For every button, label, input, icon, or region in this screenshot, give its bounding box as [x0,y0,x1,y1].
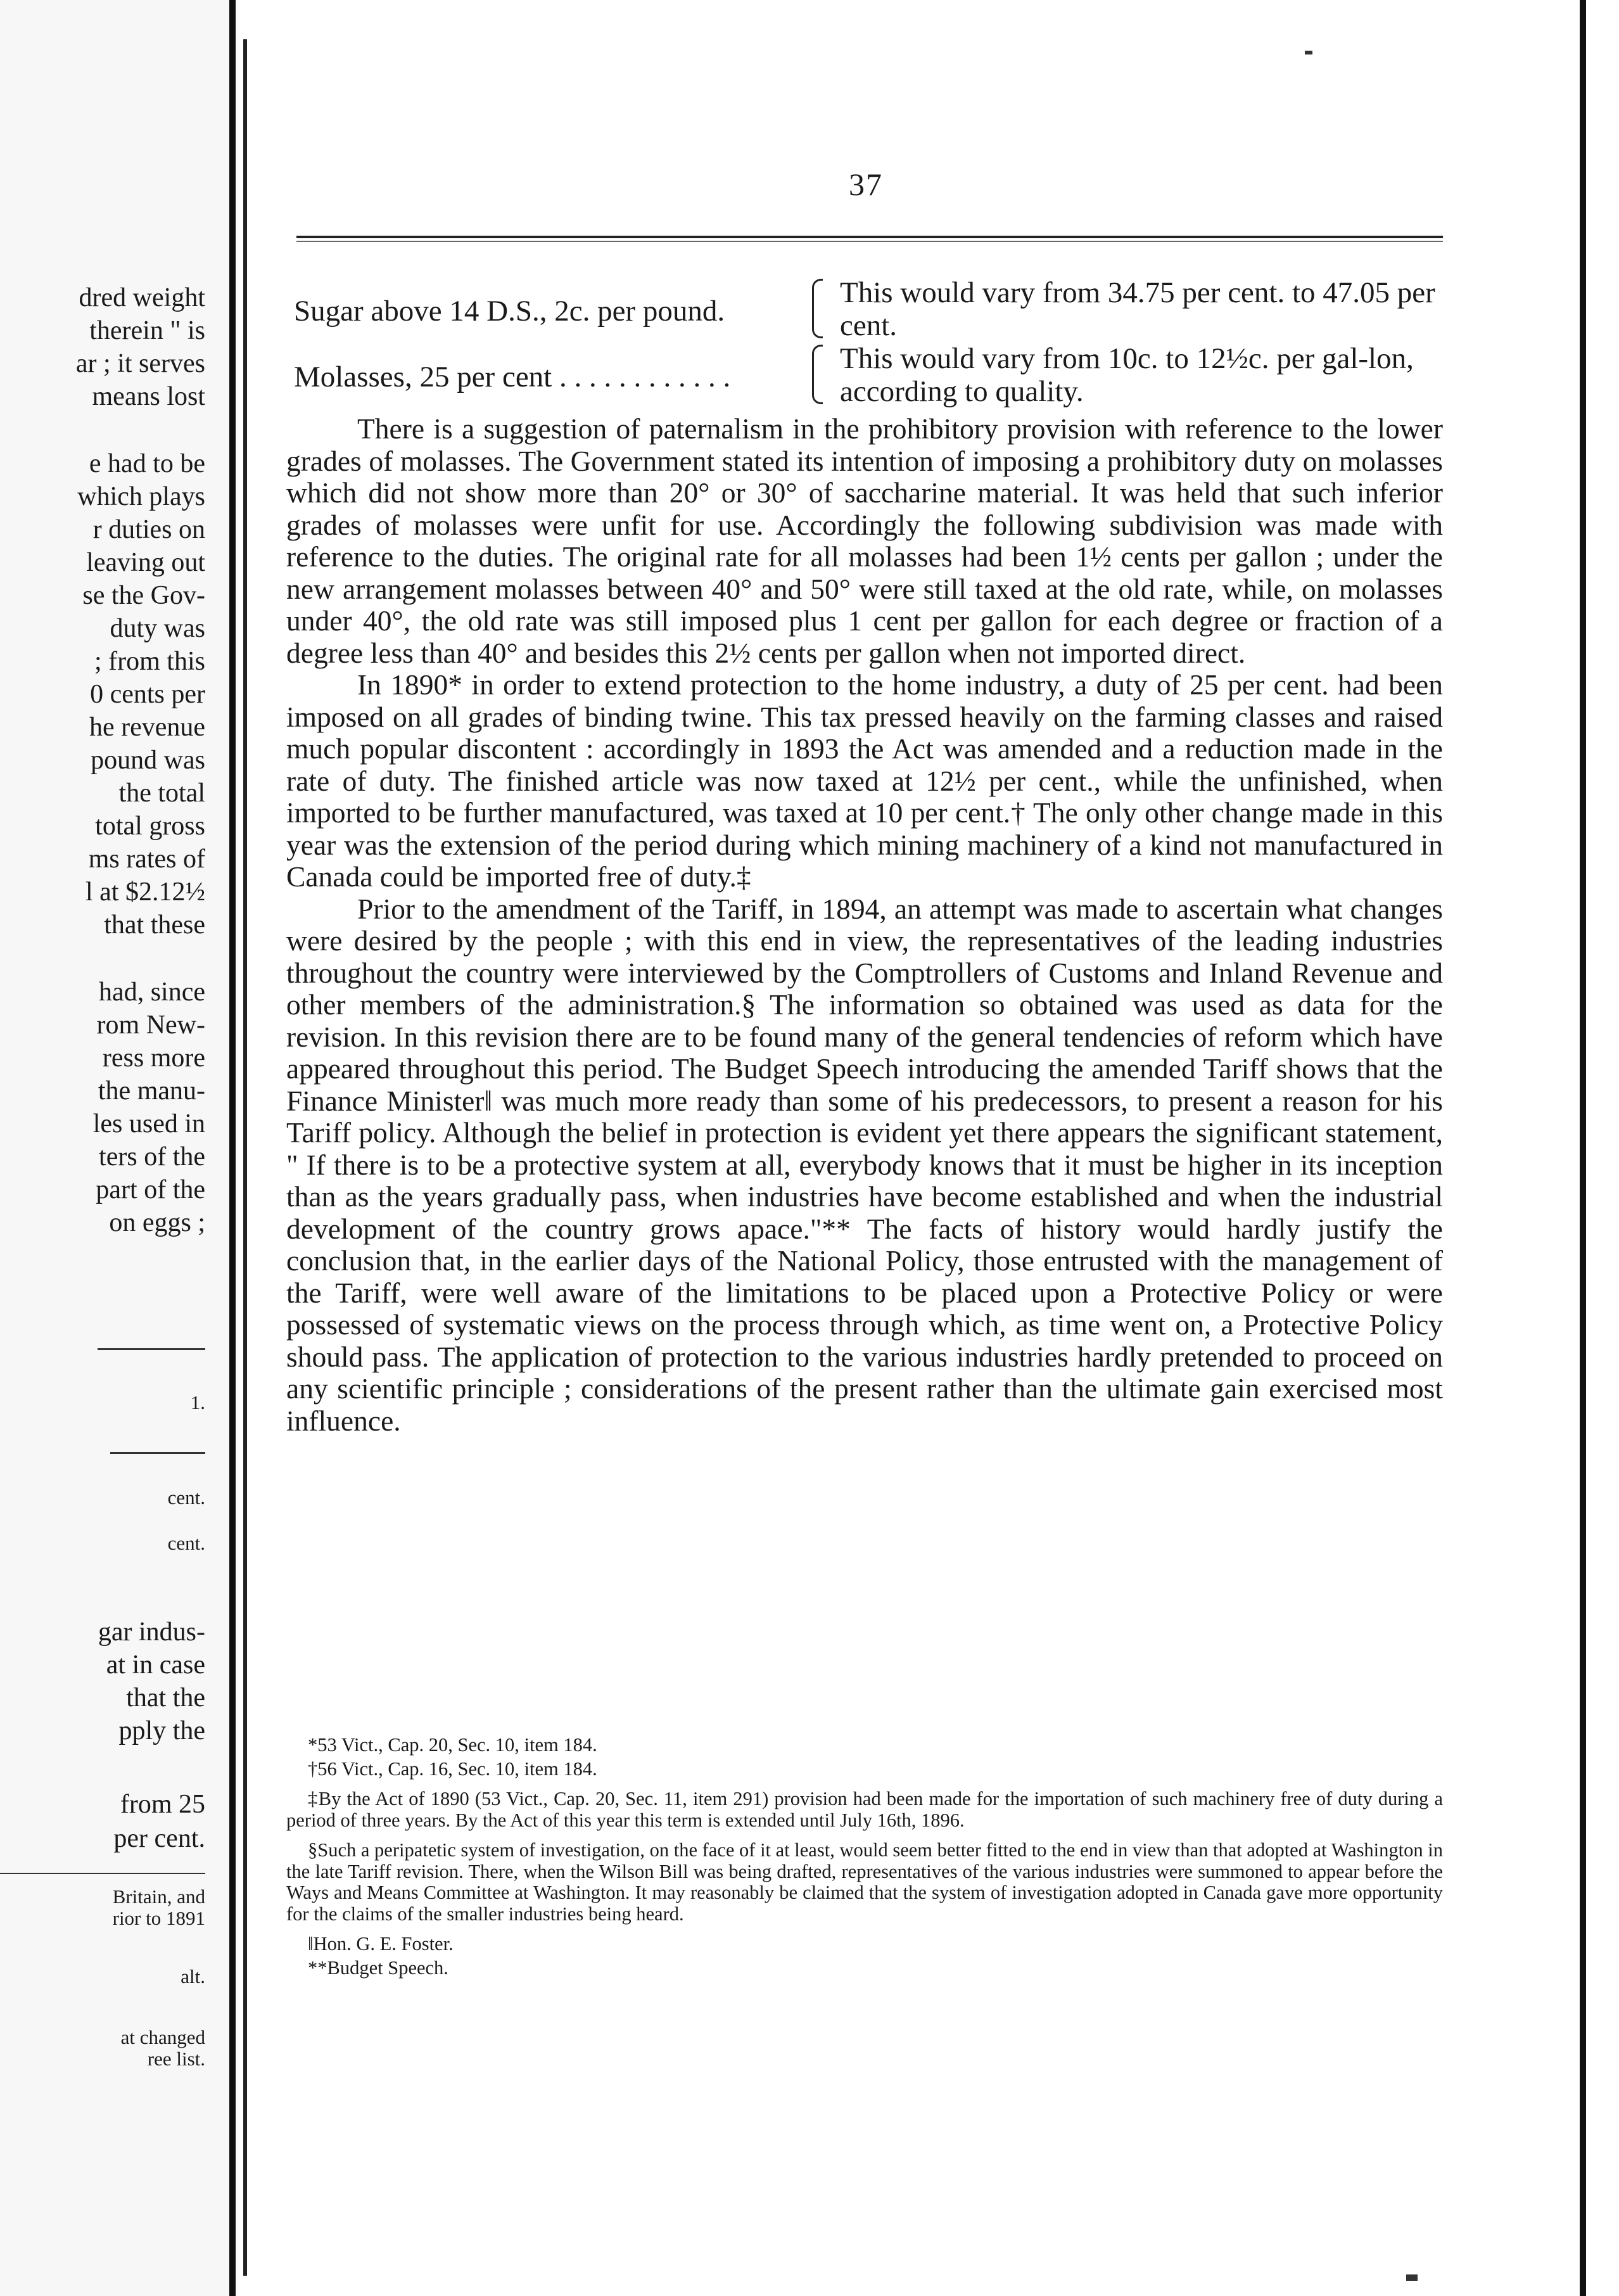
footnote: **Budget Speech. [308,1956,448,1979]
adjacent-line: 1. [190,1391,205,1413]
paragraph-tariff-amendment: Prior to the amendment of the Tariff, in 1894, an attempt was made to ascertain what changes were desired by the people ; with this end in view, the representatives of the leading industries throughout the country were interviewed by the Comptrollers of Customs and Inland Revenue and other members of the administration.§ The information so obtained was used as data for the revision. In this revision there are to be found many of the general tendencies of reform which have appeared throughout this period. The Budget Speech introducing the amended Tariff shows that the Finance Minister‖ was much more ready than some of his predecessors, to present a reason for his Tariff policy. Although the belief in protection is evident yet there appears the significant statement, " If there is to be a protective system at all, everybody knows that it must be higher in its inception than as the years gradually pass, when industries have become established and when the industrial development of the country grows apace."** The facts of history would hardly justify the conclusion that, in the earlier days of the National Policy, those entrusted with the management of the Tariff, were well aware of the limitations to be placed upon a Protective Policy or were possessed of systematic views on the process through which, as time went on, a Protective Policy should pass. The application of protection to the various industries hardly pretended to proceed on any scientific principle ; considerations of the present rather than the ultimate gain exercised most influence. [286,892,1443,1437]
page-border-right [1580,0,1586,2296]
adjacent-line: leaving out [86,548,205,577]
footnote: †56 Vict., Cap. 16, Sec. 10, item 184. [308,1757,597,1780]
book-page [279,0,1444,2296]
adjacent-line: dred weight [79,283,205,312]
adjacent-line: pound was [91,746,205,775]
footnote: *53 Vict., Cap. 20, Sec. 10, item 184. [308,1734,597,1756]
adjacent-rule [110,1452,205,1454]
paragraph-binding-twine: In 1890* in order to extend protection to the home industry, a duty of 25 per cent. had been imposed on all grades of binding twine. This tax pressed heavily on the farming classes and raised much popular discontent : accordingly in 1893 the Act was amended and a reduction made in the rate of duty. The finished article was now taxed at 12½ per cent., while the unfinished, when imported to be further manufactured, was taxed at 10 per cent.† The only other change made in this year was the extension of the period during which mining machinery of a kind not manufactured in Canada could be imported free of duty.‡ [286,668,1443,893]
adjacent-line: that these [104,910,205,940]
adjacent-line: he revenue [89,713,205,742]
adjacent-line: that the [126,1683,205,1712]
adjacent-line: pply the [118,1716,205,1745]
adjacent-line: se the Gov- [82,581,205,610]
adjacent-line: ar ; it serves [75,349,205,378]
footnotes [286,1735,1443,1987]
adjacent-line: per cent. [113,1824,205,1853]
adjacent-line: the manu- [98,1076,205,1106]
adjacent-line: means lost [92,382,205,411]
adjacent-line: les used in [92,1109,205,1138]
main-text [286,413,1443,1437]
tariff-item-molasses [294,342,1447,408]
header-rule [296,236,1443,238]
adjacent-line: ; from this [94,647,205,676]
adjacent-line: cent. [167,1486,205,1508]
adjacent-line: the total [118,779,205,808]
adjacent-line: alt. [181,1965,205,1987]
adjacent-line: therein " is [89,316,205,345]
tariff-item-label: Sugar above 14 D.S., 2c. per pound. [294,295,725,328]
tariff-item-note: This would vary from 34.75 per cent. to 47.05 per cent. [840,276,1435,342]
adjacent-line: ms rates of [88,845,205,874]
adjacent-line: cent. [167,1532,205,1554]
adjacent-line: had, since [99,978,205,1007]
page-number: 37 [849,167,883,202]
footnote: ‖Hon. G. E. Foster. [308,1933,454,1955]
adjacent-line: at in case [106,1650,205,1680]
page-gutter-edge [229,0,236,2296]
paragraph-molasses: There is a suggestion of paternalism in the prohibitory provision with reference to the lower grades of molasses. The Government stated its intention of imposing a prohibitory duty on molasses which did not show more than 20° or 30° of saccharine material. It was held that such inferior grades of molasses were unfit for use. Accordingly the following subdivision was made with reference to the duties. The original rate for all molasses had been 1½ cents per gallon ; under the new arrangement molasses between 40° and 50° were still taxed at the old rate, while, on molasses under 40°, the old rate was still imposed plus 1 cent per gallon for each degree or fraction of a degree less than 40° and besides this 2½ cents per gallon when not imported direct. [286,412,1443,669]
adjacent-line: ree list. [147,2048,205,2070]
adjacent-line: ress more [102,1043,205,1073]
adjacent-line: total gross [95,812,205,841]
adjacent-line: rior to 1891 [112,1907,205,1929]
tariff-item-sugar [294,276,1447,342]
footnote: §Such a peripatetic system of investigation, on the face of it at least, would seem better fitted to the end in view than that adopted at Washington in the late Tariff revision. There, when the Wilson Bill was being drafted, representatives of the various industries were summoned to appear before the Ways and Means Committee at Washington. It may reasonably be claimed that the system of investigation adopted in Canada gave more opportunity for the claims of the smaller industries being heard. [286,1839,1443,1925]
adjacent-line: duty was [110,614,205,643]
adjacent-line: l at $2.12½ [86,877,205,907]
footnote: ‡By the Act of 1890 (53 Vict., Cap. 20, Sec. 11, item 291) provision had been made for the importation of such machinery free of duty during a period of three years. By the Act of this year this term is extended until July 16th, 1896. [286,1788,1443,1831]
adjacent-line: on eggs ; [109,1208,205,1237]
brace [812,279,823,338]
page-border-left [243,39,247,2276]
adjacent-rule [98,1348,205,1350]
adjacent-line: r duties on [92,515,205,544]
adjacent-line: rom New- [96,1011,205,1040]
adjacent-line: e had to be [89,449,205,478]
header-rule-thin [296,241,1443,242]
adjacent-line: part of the [96,1175,205,1204]
adjacent-line: gar indus- [98,1617,205,1647]
tariff-item-note: This would vary from 10c. to 12½c. per gal-lon, according to quality. [840,342,1414,408]
adjacent-line: from 25 [120,1790,205,1819]
adjacent-rule [0,1873,205,1874]
adjacent-line: which plays [77,482,205,511]
adjacent-page-text [0,0,205,2296]
brace [812,345,823,404]
tariff-item-label: Molasses, 25 per cent . . . . . . . . . . . . [294,360,731,393]
adjacent-line: at changed [120,2026,205,2048]
adjacent-page-fragment [0,0,236,2296]
adjacent-line: ters of the [99,1142,205,1171]
adjacent-line: Britain, and [112,1885,205,1908]
adjacent-line: 0 cents per [90,680,205,709]
